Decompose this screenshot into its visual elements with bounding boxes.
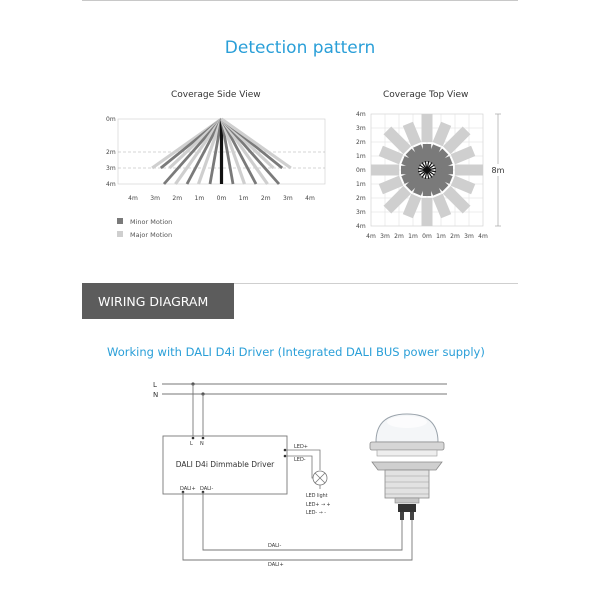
top-view-beams bbox=[371, 114, 483, 226]
top-divider bbox=[82, 0, 518, 1]
side-view-x-label: 1m bbox=[238, 195, 249, 202]
top-view-y-label: 4m bbox=[356, 111, 366, 118]
led-legend-pos: LED+ → + bbox=[306, 503, 331, 508]
dimension-label: 8m bbox=[491, 166, 505, 175]
side-view-title: Coverage Side View bbox=[171, 90, 261, 100]
top-view-y-label: 3m bbox=[356, 209, 366, 216]
coverage-side-view bbox=[100, 108, 330, 238]
side-view-x-label: 2m bbox=[260, 195, 271, 202]
coverage-top-view bbox=[350, 108, 510, 244]
driver-l-terminal: L bbox=[190, 441, 193, 447]
wiring-diagram bbox=[140, 370, 470, 570]
top-view-x-label: 4m bbox=[478, 233, 488, 240]
side-view-y-label: 0m bbox=[106, 116, 116, 123]
legend-minor-swatch bbox=[117, 218, 123, 224]
led-light-symbol bbox=[313, 471, 327, 485]
line-l-label: L bbox=[153, 381, 157, 389]
led-legend-neg: LED- → - bbox=[306, 511, 326, 516]
legend bbox=[117, 218, 172, 238]
top-view-y-label: 2m bbox=[356, 195, 366, 202]
side-view-y-labels bbox=[106, 116, 116, 188]
dali-neg-label: DALI- bbox=[268, 543, 282, 549]
side-view-x-label: 2m bbox=[172, 195, 183, 202]
side-view-x-label: 4m bbox=[305, 195, 315, 202]
led-light-label: LED light bbox=[306, 494, 328, 499]
top-view-x-label: 1m bbox=[436, 233, 446, 240]
top-view-y-label: 1m bbox=[356, 181, 366, 188]
dali-neg-wire bbox=[203, 492, 402, 550]
top-view-x-label: 1m bbox=[408, 233, 418, 240]
top-view-title: Coverage Top View bbox=[383, 90, 469, 100]
legend-minor-label: Minor Motion bbox=[130, 218, 173, 226]
side-view-y-label: 4m bbox=[106, 181, 116, 188]
legend-major-label: Major Motion bbox=[130, 231, 173, 238]
sensor-device bbox=[370, 414, 444, 520]
top-view-petal bbox=[455, 165, 483, 176]
top-view-petal bbox=[371, 165, 399, 176]
legend-major-swatch bbox=[117, 231, 123, 237]
top-view-x-label: 0m bbox=[422, 233, 432, 240]
top-view-x-labels bbox=[366, 233, 488, 240]
top-view-x-label: 4m bbox=[366, 233, 376, 240]
top-view-y-label: 4m bbox=[356, 223, 366, 230]
top-view-petal bbox=[422, 114, 433, 142]
detection-title: Detection pattern bbox=[224, 38, 376, 58]
top-view-y-labels bbox=[356, 111, 366, 230]
side-view-y-label: 3m bbox=[106, 165, 116, 172]
top-view-x-label: 3m bbox=[380, 233, 390, 240]
side-view-y-label: 2m bbox=[106, 149, 116, 156]
side-view-x-label: 0m bbox=[216, 195, 227, 202]
top-view-y-label: 0m bbox=[356, 167, 366, 174]
dimension-marker bbox=[489, 114, 507, 226]
top-view-y-label: 1m bbox=[356, 153, 366, 160]
top-view-y-label: 2m bbox=[356, 139, 366, 146]
top-view-y-label: 3m bbox=[356, 125, 366, 132]
side-view-x-label: 4m bbox=[128, 195, 138, 202]
driver-label: DALI D4i Dimmable Driver bbox=[175, 460, 275, 469]
side-view-x-labels bbox=[128, 195, 315, 202]
side-view-x-label: 3m bbox=[283, 195, 293, 202]
driver-n-terminal: N bbox=[200, 441, 204, 447]
top-view-petal bbox=[422, 198, 433, 226]
side-view-x-label: 1m bbox=[194, 195, 205, 202]
driver-dali-pos-terminal: DALI+ bbox=[180, 486, 196, 492]
led-neg-terminal: LED- bbox=[294, 457, 306, 463]
top-view-x-label: 2m bbox=[394, 233, 404, 240]
top-view-x-label: 2m bbox=[450, 233, 460, 240]
dali-pos-label: DALI+ bbox=[268, 562, 284, 568]
wiring-subtitle: Working with DALI D4i Driver (Integrated DALI BUS power supply) bbox=[107, 345, 485, 359]
line-n-label: N bbox=[153, 391, 159, 399]
side-view-x-label: 3m bbox=[150, 195, 160, 202]
top-view-x-label: 3m bbox=[464, 233, 474, 240]
led-pos-terminal: LED+ bbox=[294, 444, 308, 450]
wiring-header: WIRING DIAGRAM bbox=[82, 283, 234, 319]
driver-dali-neg-terminal: DALI- bbox=[200, 486, 214, 492]
